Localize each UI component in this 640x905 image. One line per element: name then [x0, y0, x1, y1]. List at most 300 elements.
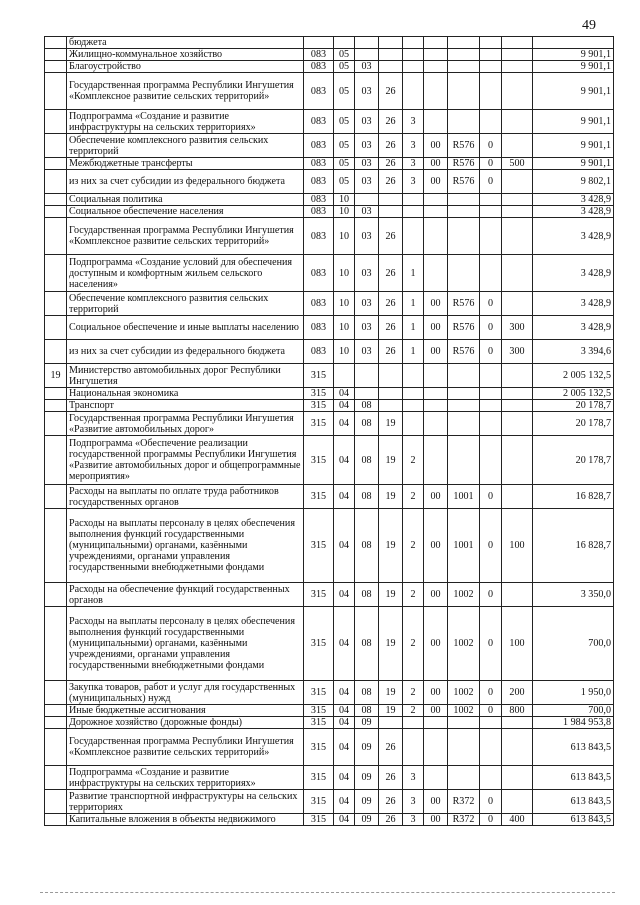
rz-code-cell: 04: [334, 729, 355, 766]
pr-code-cell: 03: [355, 206, 379, 218]
amount-cell: 9 901,1: [533, 73, 614, 110]
main-event-code-cell: [424, 412, 448, 436]
vr-code-cell: [502, 400, 533, 412]
row-number-cell: [45, 705, 67, 717]
vr-code-cell: [502, 583, 533, 607]
direction-code-cell: [448, 49, 480, 61]
main-event-code-cell: 00: [424, 607, 448, 681]
amount-cell: 3 350,0: [533, 583, 614, 607]
vr-code-cell: [502, 37, 533, 49]
ved-code-cell: 315: [304, 412, 334, 436]
row-number-cell: [45, 436, 67, 485]
extra-code-cell: [480, 766, 502, 790]
rz-code-cell: 04: [334, 717, 355, 729]
pr-code-cell: 09: [355, 766, 379, 790]
direction-code-cell: [448, 364, 480, 388]
subprogram-code-cell: 2: [403, 436, 424, 485]
program-code-cell: [379, 206, 403, 218]
pr-code-cell: [355, 364, 379, 388]
subprogram-code-cell: 3: [403, 814, 424, 826]
main-event-code-cell: [424, 766, 448, 790]
pr-code-cell: 08: [355, 436, 379, 485]
row-name-cell: Государственная программа Республики Ингушетия «Комплексное развитие сельских территорий»: [67, 73, 304, 110]
pr-code-cell: 08: [355, 400, 379, 412]
amount-cell: 9 901,1: [533, 134, 614, 158]
table-row: [45, 206, 614, 218]
subprogram-code-cell: [403, 73, 424, 110]
table-row: [45, 194, 614, 206]
extra-code-cell: 0: [480, 814, 502, 826]
main-event-code-cell: 00: [424, 170, 448, 194]
page-number: 49: [582, 18, 596, 33]
table-row: [45, 340, 614, 364]
direction-code-cell: R576: [448, 170, 480, 194]
program-code-cell: 19: [379, 705, 403, 717]
rz-code-cell: 05: [334, 73, 355, 110]
direction-code-cell: 1002: [448, 681, 480, 705]
program-code-cell: 26: [379, 134, 403, 158]
ved-code-cell: 315: [304, 364, 334, 388]
row-name-cell: Межбюджетные трансферты: [67, 158, 304, 170]
rz-code-cell: 05: [334, 158, 355, 170]
rz-code-cell: 05: [334, 49, 355, 61]
program-code-cell: [379, 61, 403, 73]
table-row: [45, 61, 614, 73]
main-event-code-cell: 00: [424, 316, 448, 340]
amount-cell: [533, 37, 614, 49]
program-code-cell: 26: [379, 170, 403, 194]
table-row: [45, 766, 614, 790]
pr-code-cell: 09: [355, 790, 379, 814]
subprogram-code-cell: 3: [403, 790, 424, 814]
subprogram-code-cell: 3: [403, 134, 424, 158]
direction-code-cell: [448, 436, 480, 485]
row-name-cell: Подпрограмма «Создание и развитие инфраструктуры на сельских территориях»: [67, 766, 304, 790]
extra-code-cell: 0: [480, 340, 502, 364]
vr-code-cell: 500: [502, 158, 533, 170]
vr-code-cell: 100: [502, 509, 533, 583]
main-event-code-cell: 00: [424, 158, 448, 170]
vr-code-cell: [502, 766, 533, 790]
subprogram-code-cell: 2: [403, 607, 424, 681]
ved-code-cell: 315: [304, 681, 334, 705]
vr-code-cell: 800: [502, 705, 533, 717]
program-code-cell: 26: [379, 218, 403, 255]
row-number-cell: [45, 485, 67, 509]
program-code-cell: [379, 37, 403, 49]
direction-code-cell: [448, 717, 480, 729]
direction-code-cell: 1002: [448, 607, 480, 681]
table-row: [45, 509, 614, 583]
row-name-cell: Расходы на обеспечение функций государственных органов: [67, 583, 304, 607]
pr-code-cell: 08: [355, 583, 379, 607]
table-row: [45, 607, 614, 681]
direction-code-cell: [448, 110, 480, 134]
direction-code-cell: [448, 766, 480, 790]
ved-code-cell: 083: [304, 218, 334, 255]
amount-cell: 20 178,7: [533, 436, 614, 485]
pr-code-cell: 03: [355, 73, 379, 110]
ved-code-cell: 315: [304, 607, 334, 681]
row-name-cell: бюджета: [67, 37, 304, 49]
row-number-cell: [45, 412, 67, 436]
amount-cell: 2 005 132,5: [533, 388, 614, 400]
pr-code-cell: 03: [355, 218, 379, 255]
rz-code-cell: 10: [334, 255, 355, 292]
budget-table-body: [45, 37, 614, 826]
table-row: [45, 729, 614, 766]
main-event-code-cell: 00: [424, 681, 448, 705]
direction-code-cell: 1001: [448, 485, 480, 509]
pr-code-cell: 08: [355, 705, 379, 717]
ved-code-cell: 083: [304, 61, 334, 73]
ved-code-cell: 083: [304, 170, 334, 194]
ved-code-cell: 083: [304, 110, 334, 134]
row-name-cell: Социальное обеспечение и иные выплаты населению: [67, 316, 304, 340]
pr-code-cell: 03: [355, 134, 379, 158]
program-code-cell: 26: [379, 729, 403, 766]
row-name-cell: Закупка товаров, работ и услуг для государственных (муниципальных) нужд: [67, 681, 304, 705]
vr-code-cell: [502, 485, 533, 509]
program-code-cell: 26: [379, 73, 403, 110]
amount-cell: 3 428,9: [533, 206, 614, 218]
direction-code-cell: [448, 218, 480, 255]
main-event-code-cell: [424, 388, 448, 400]
program-code-cell: [379, 388, 403, 400]
amount-cell: 9 901,1: [533, 61, 614, 73]
ved-code-cell: 083: [304, 194, 334, 206]
vr-code-cell: [502, 717, 533, 729]
rz-code-cell: 05: [334, 134, 355, 158]
ved-code-cell: 315: [304, 766, 334, 790]
table-row: [45, 412, 614, 436]
program-code-cell: 26: [379, 766, 403, 790]
table-row: [45, 485, 614, 509]
program-code-cell: 19: [379, 509, 403, 583]
vr-code-cell: [502, 436, 533, 485]
program-code-cell: 26: [379, 158, 403, 170]
ved-code-cell: 315: [304, 717, 334, 729]
direction-code-cell: [448, 37, 480, 49]
program-code-cell: 26: [379, 110, 403, 134]
table-row: [45, 134, 614, 158]
ved-code-cell: 315: [304, 400, 334, 412]
rz-code-cell: 05: [334, 170, 355, 194]
ved-code-cell: 315: [304, 485, 334, 509]
table-row: [45, 49, 614, 61]
pr-code-cell: 09: [355, 717, 379, 729]
direction-code-cell: 1001: [448, 509, 480, 583]
pr-code-cell: [355, 388, 379, 400]
rz-code-cell: 04: [334, 436, 355, 485]
direction-code-cell: 1002: [448, 705, 480, 717]
amount-cell: 3 428,9: [533, 255, 614, 292]
direction-code-cell: R372: [448, 814, 480, 826]
extra-code-cell: [480, 218, 502, 255]
main-event-code-cell: [424, 436, 448, 485]
program-code-cell: 19: [379, 583, 403, 607]
direction-code-cell: [448, 61, 480, 73]
direction-code-cell: [448, 73, 480, 110]
ved-code-cell: 083: [304, 134, 334, 158]
direction-code-cell: 1002: [448, 583, 480, 607]
table-row: [45, 583, 614, 607]
extra-code-cell: [480, 412, 502, 436]
amount-cell: 700,0: [533, 607, 614, 681]
ved-code-cell: 083: [304, 49, 334, 61]
program-code-cell: 19: [379, 485, 403, 509]
ved-code-cell: 315: [304, 729, 334, 766]
ved-code-cell: 083: [304, 316, 334, 340]
row-number-cell: [45, 717, 67, 729]
row-name-cell: Капитальные вложения в объекты недвижимого: [67, 814, 304, 826]
main-event-code-cell: [424, 73, 448, 110]
row-number-cell: [45, 509, 67, 583]
table-row: [45, 37, 614, 49]
extra-code-cell: [480, 255, 502, 292]
ved-code-cell: 083: [304, 73, 334, 110]
direction-code-cell: R576: [448, 158, 480, 170]
main-event-code-cell: 00: [424, 705, 448, 717]
extra-code-cell: 0: [480, 158, 502, 170]
vr-code-cell: [502, 412, 533, 436]
row-name-cell: Благоустройство: [67, 61, 304, 73]
extra-code-cell: [480, 73, 502, 110]
vr-code-cell: [502, 134, 533, 158]
main-event-code-cell: 00: [424, 340, 448, 364]
row-number-cell: [45, 316, 67, 340]
subprogram-code-cell: [403, 388, 424, 400]
pr-code-cell: 09: [355, 729, 379, 766]
ved-code-cell: 083: [304, 206, 334, 218]
subprogram-code-cell: [403, 412, 424, 436]
main-event-code-cell: [424, 729, 448, 766]
vr-code-cell: [502, 388, 533, 400]
pr-code-cell: 03: [355, 340, 379, 364]
program-code-cell: 26: [379, 255, 403, 292]
row-number-cell: [45, 194, 67, 206]
row-number-cell: [45, 134, 67, 158]
direction-code-cell: R576: [448, 134, 480, 158]
direction-code-cell: [448, 400, 480, 412]
amount-cell: 3 428,9: [533, 218, 614, 255]
row-number-cell: [45, 400, 67, 412]
row-name-cell: из них за счет субсидии из федерального бюджета: [67, 170, 304, 194]
subprogram-code-cell: [403, 729, 424, 766]
rz-code-cell: 04: [334, 705, 355, 717]
table-row: [45, 218, 614, 255]
rz-code-cell: 04: [334, 485, 355, 509]
main-event-code-cell: [424, 194, 448, 206]
amount-cell: 3 428,9: [533, 316, 614, 340]
main-event-code-cell: [424, 49, 448, 61]
ved-code-cell: 083: [304, 340, 334, 364]
subprogram-code-cell: 2: [403, 681, 424, 705]
table-row: [45, 814, 614, 826]
amount-cell: 20 178,7: [533, 412, 614, 436]
ved-code-cell: 315: [304, 790, 334, 814]
amount-cell: 9 901,1: [533, 110, 614, 134]
program-code-cell: 26: [379, 814, 403, 826]
main-event-code-cell: 00: [424, 134, 448, 158]
extra-code-cell: [480, 388, 502, 400]
main-event-code-cell: 00: [424, 509, 448, 583]
pr-code-cell: 03: [355, 255, 379, 292]
row-name-cell: Расходы на выплаты персоналу в целях обеспечения выполнения функций государственными (муниципальными) органами, казёнными учреждениями, органами управления государственными внебюджетными фондами: [67, 607, 304, 681]
row-name-cell: Обеспечение комплексного развития сельских территорий: [67, 134, 304, 158]
main-event-code-cell: [424, 255, 448, 292]
pr-code-cell: 03: [355, 170, 379, 194]
extra-code-cell: 0: [480, 790, 502, 814]
main-event-code-cell: 00: [424, 485, 448, 509]
amount-cell: 1 984 953,8: [533, 717, 614, 729]
pr-code-cell: 03: [355, 110, 379, 134]
subprogram-code-cell: [403, 61, 424, 73]
ved-code-cell: 315: [304, 388, 334, 400]
row-name-cell: Государственная программа Республики Ингушетия «Комплексное развитие сельских территорий»: [67, 218, 304, 255]
rz-code-cell: 04: [334, 814, 355, 826]
row-name-cell: Подпрограмма «Создание условий для обеспечения доступным и комфортным жильем сельского населения»: [67, 255, 304, 292]
amount-cell: 613 843,5: [533, 814, 614, 826]
rz-code-cell: 10: [334, 206, 355, 218]
program-code-cell: [379, 400, 403, 412]
pr-code-cell: [355, 37, 379, 49]
ved-code-cell: 083: [304, 158, 334, 170]
table-row: [45, 73, 614, 110]
direction-code-cell: [448, 412, 480, 436]
amount-cell: 20 178,7: [533, 400, 614, 412]
main-event-code-cell: [424, 61, 448, 73]
amount-cell: 700,0: [533, 705, 614, 717]
rz-code-cell: 04: [334, 766, 355, 790]
budget-table: [44, 36, 614, 826]
row-number-cell: 19: [45, 364, 67, 388]
vr-code-cell: [502, 110, 533, 134]
subprogram-code-cell: [403, 218, 424, 255]
amount-cell: 3 428,9: [533, 292, 614, 316]
row-number-cell: [45, 73, 67, 110]
row-name-cell: Иные бюджетные ассигнования: [67, 705, 304, 717]
amount-cell: 9 802,1: [533, 170, 614, 194]
row-name-cell: Социальная политика: [67, 194, 304, 206]
row-number-cell: [45, 37, 67, 49]
pr-code-cell: [355, 194, 379, 206]
pr-code-cell: 03: [355, 292, 379, 316]
row-number-cell: [45, 158, 67, 170]
subprogram-code-cell: [403, 37, 424, 49]
row-number-cell: [45, 766, 67, 790]
table-row: [45, 364, 614, 388]
pr-code-cell: 03: [355, 61, 379, 73]
amount-cell: 3 428,9: [533, 194, 614, 206]
amount-cell: 2 005 132,5: [533, 364, 614, 388]
row-name-cell: Жилищно-коммунальное хозяйство: [67, 49, 304, 61]
rz-code-cell: 04: [334, 412, 355, 436]
amount-cell: 613 843,5: [533, 766, 614, 790]
subprogram-code-cell: [403, 400, 424, 412]
row-name-cell: Обеспечение комплексного развития сельских территорий: [67, 292, 304, 316]
extra-code-cell: [480, 194, 502, 206]
row-name-cell: Государственная программа Республики Ингушетия «Комплексное развитие сельских территорий»: [67, 729, 304, 766]
extra-code-cell: 0: [480, 170, 502, 194]
extra-code-cell: [480, 400, 502, 412]
extra-code-cell: 0: [480, 292, 502, 316]
direction-code-cell: R372: [448, 790, 480, 814]
direction-code-cell: [448, 388, 480, 400]
rz-code-cell: 04: [334, 607, 355, 681]
pr-code-cell: 08: [355, 607, 379, 681]
row-number-cell: [45, 49, 67, 61]
row-number-cell: [45, 729, 67, 766]
table-row: [45, 255, 614, 292]
amount-cell: 16 828,7: [533, 485, 614, 509]
subprogram-code-cell: 2: [403, 705, 424, 717]
vr-code-cell: 200: [502, 681, 533, 705]
row-name-cell: Транспорт: [67, 400, 304, 412]
row-number-cell: [45, 292, 67, 316]
main-event-code-cell: 00: [424, 814, 448, 826]
direction-code-cell: [448, 729, 480, 766]
row-number-cell: [45, 607, 67, 681]
main-event-code-cell: 00: [424, 790, 448, 814]
pr-code-cell: 08: [355, 509, 379, 583]
rz-code-cell: [334, 37, 355, 49]
vr-code-cell: [502, 61, 533, 73]
row-number-cell: [45, 388, 67, 400]
vr-code-cell: [502, 206, 533, 218]
row-name-cell: Расходы на выплаты персоналу в целях обеспечения выполнения функций государственными (муниципальными) органами, казёнными учреждениями, органами управления государственными внебюджетными фондами: [67, 509, 304, 583]
table-row: [45, 705, 614, 717]
vr-code-cell: 300: [502, 316, 533, 340]
table-row: [45, 316, 614, 340]
ved-code-cell: 083: [304, 292, 334, 316]
table-row: [45, 681, 614, 705]
subprogram-code-cell: [403, 49, 424, 61]
ved-code-cell: [304, 37, 334, 49]
extra-code-cell: 0: [480, 134, 502, 158]
table-row: [45, 158, 614, 170]
table-row: [45, 436, 614, 485]
program-code-cell: 19: [379, 436, 403, 485]
subprogram-code-cell: 1: [403, 255, 424, 292]
vr-code-cell: 300: [502, 340, 533, 364]
main-event-code-cell: 00: [424, 292, 448, 316]
main-event-code-cell: [424, 110, 448, 134]
rz-code-cell: 10: [334, 218, 355, 255]
extra-code-cell: 0: [480, 316, 502, 340]
rz-code-cell: 04: [334, 790, 355, 814]
subprogram-code-cell: [403, 194, 424, 206]
main-event-code-cell: [424, 218, 448, 255]
row-name-cell: из них за счет субсидии из федерального бюджета: [67, 340, 304, 364]
rz-code-cell: 05: [334, 110, 355, 134]
vr-code-cell: [502, 73, 533, 110]
row-name-cell: Государственная программа Республики Ингушетия «Развитие автомобильных дорог»: [67, 412, 304, 436]
rz-code-cell: [334, 364, 355, 388]
amount-cell: 16 828,7: [533, 509, 614, 583]
program-code-cell: 26: [379, 340, 403, 364]
ved-code-cell: 315: [304, 814, 334, 826]
subprogram-code-cell: 1: [403, 340, 424, 364]
main-event-code-cell: [424, 37, 448, 49]
extra-code-cell: 0: [480, 583, 502, 607]
row-number-cell: [45, 218, 67, 255]
row-number-cell: [45, 583, 67, 607]
direction-code-cell: R576: [448, 340, 480, 364]
row-number-cell: [45, 681, 67, 705]
program-code-cell: 19: [379, 607, 403, 681]
row-name-cell: Национальная экономика: [67, 388, 304, 400]
